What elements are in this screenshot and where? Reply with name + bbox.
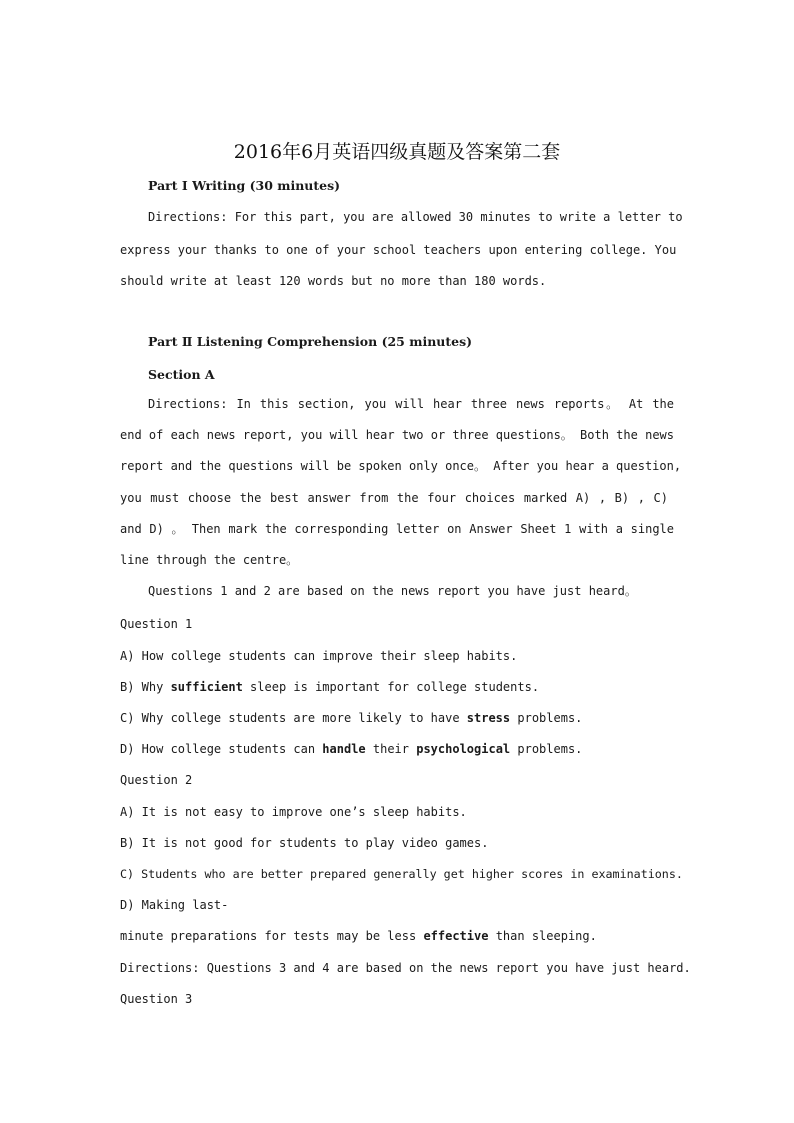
question-1-option-a: A) How college students can improve their sleep habits. bbox=[120, 649, 518, 663]
question-2-option-d-line-2: minute preparations for tests may be less effective than sleeping. bbox=[120, 929, 597, 943]
part2-directions-line-5: and D) 。 Then mark the corresponding letter on Answer Sheet 1 with a single bbox=[120, 522, 674, 536]
part2-directions-line-6: line through the centre。 bbox=[120, 553, 299, 567]
question-1-option-d: D) How college students can handle their psychological problems. bbox=[120, 742, 583, 756]
part1-directions-line-1: Directions: For this part, you are allowed 30 minutes to write a letter to bbox=[148, 210, 683, 224]
part1-directions-line-3: should write at least 120 words but no more than 180 words. bbox=[120, 274, 547, 288]
section-a-heading: Section A bbox=[148, 367, 215, 382]
part1-heading: Part I Writing (30 minutes) bbox=[148, 178, 341, 193]
part2-directions-line-3: report and the questions will be spoken only once。 After you hear a question, bbox=[120, 459, 682, 473]
question-2-option-b: B) It is not good for students to play video games. bbox=[120, 836, 489, 850]
question-2-label: Question 2 bbox=[120, 773, 193, 787]
part2-directions-line-4: you must choose the best answer from the four choices marked A) , B) , C) bbox=[120, 491, 668, 505]
question-1-label: Question 1 bbox=[120, 617, 193, 631]
part2-directions-line-1: Directions: In this section, you will hear three news reports。 At the bbox=[148, 397, 674, 411]
question-2-option-a: A) It is not easy to improve one’s sleep habits. bbox=[120, 805, 467, 819]
questions-3-4-directions: Directions: Questions 3 and 4 are based on the news report you have just heard. bbox=[120, 961, 691, 975]
part2-directions-line-2: end of each news report, you will hear two or three questions。 Both the news bbox=[120, 428, 674, 442]
question-3-label: Question 3 bbox=[120, 992, 193, 1006]
document-title: 2016年6月英语四级真题及答案第二套 bbox=[233, 141, 561, 163]
part1-directions-line-2: express your thanks to one of your school teachers upon entering college. You bbox=[120, 243, 677, 257]
questions-1-2-intro: Questions 1 and 2 are based on the news report you have just heard。 bbox=[148, 584, 637, 598]
part2-heading: Part Ⅱ Listening Comprehension (25 minutes) bbox=[148, 334, 473, 349]
question-1-option-c: C) Why college students are more likely to have stress problems. bbox=[120, 711, 583, 725]
question-2-option-c: C) Students who are better prepared generally get higher scores in examinations. bbox=[120, 867, 683, 881]
question-1-option-b: B) Why sufficient sleep is important for college students. bbox=[120, 680, 540, 694]
question-2-option-d-line-1: D) Making last- bbox=[120, 898, 229, 912]
